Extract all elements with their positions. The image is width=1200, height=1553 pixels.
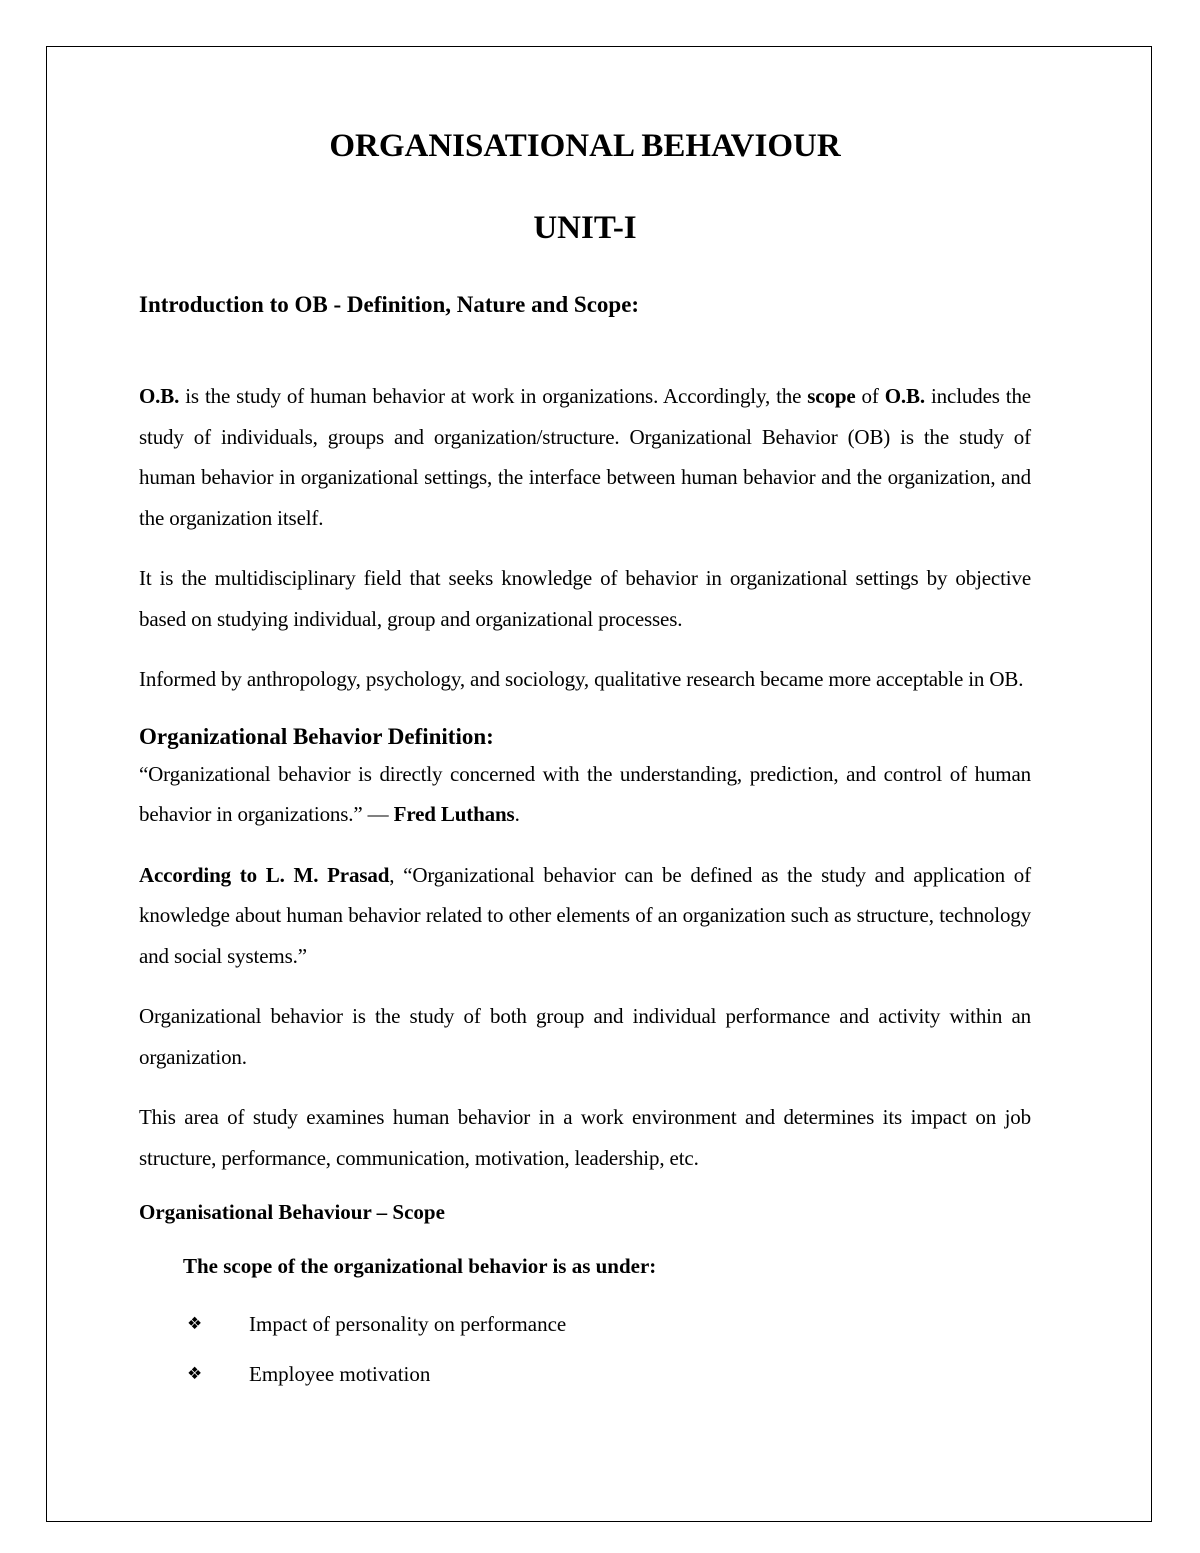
paragraph-luthans-quote: [139, 754, 1031, 835]
definition-heading: Organizational Behavior Definition:: [139, 723, 494, 749]
four-diamond-bullet-icon: ❖: [187, 1314, 203, 1334]
list-item: [139, 1308, 1031, 1340]
paragraph-informed-by: Informed by anthropology, psychology, and sociology, qualitative research became more acceptable in OB.: [139, 667, 1024, 691]
text-span: of: [855, 384, 885, 408]
text-span: , “Organizational behavior can be defined as the study and application of knowledge about human behavior related to other elements of an organization such as structure, technology and social systems.”: [139, 862, 1031, 968]
text-span: includes the study of individuals, groups and organization/structure. Organizational Behavior (OB) is the study of human behavior in organizational settings, the interface between human behavior and the organization, and the organization itself.: [139, 384, 1031, 530]
bold-according-to-prasad: According to L. M. Prasad: [139, 862, 390, 887]
paragraph-multidisciplinary: It is the multidisciplinary field that seeks knowledge of behavior in organizational settings by objective based on studying individual, group and organizational processes.: [139, 566, 1031, 631]
list-item-text: Impact of personality on performance: [249, 1312, 567, 1336]
paragraph-prasad-quote: [139, 855, 1031, 977]
scope-subheading: The scope of the organizational behavior is as under:: [183, 1254, 657, 1278]
bold-scope: scope: [807, 384, 856, 408]
scope-bullet-list: [139, 1308, 1031, 1390]
paragraph-ob-intro: [139, 376, 1031, 538]
bold-ob: O.B.: [884, 384, 925, 408]
list-item: [139, 1358, 1031, 1390]
text-span: “Organizational behavior is directly concerned with the understanding, prediction, and control of human behavior in organizations.” —: [139, 761, 1031, 826]
unit-heading: UNIT-I: [533, 210, 637, 246]
text-span: .: [514, 802, 520, 826]
paragraph-group-individual: Organizational behavior is the study of both group and individual performance and activity within an organization.: [139, 1004, 1031, 1069]
text-span: is the study of human behavior at work in organizations. Accordingly, the: [179, 384, 808, 408]
four-diamond-bullet-icon: ❖: [187, 1364, 203, 1384]
document-content: [139, 120, 1031, 1408]
paragraph-work-environment: This area of study examines human behavior in a work environment and determines its impact on job structure, performance, communication, motivation, leadership, etc.: [139, 1105, 1031, 1170]
document-title: ORGANISATIONAL BEHAVIOUR: [329, 128, 841, 164]
intro-heading: Introduction to OB - Definition, Nature and Scope:: [139, 292, 640, 317]
scope-heading: Organisational Behaviour – Scope: [139, 1200, 445, 1224]
list-item-text: Employee motivation: [249, 1362, 431, 1386]
bold-ob: O.B.: [139, 384, 180, 408]
bold-fred-luthans: Fred Luthans: [393, 802, 515, 826]
